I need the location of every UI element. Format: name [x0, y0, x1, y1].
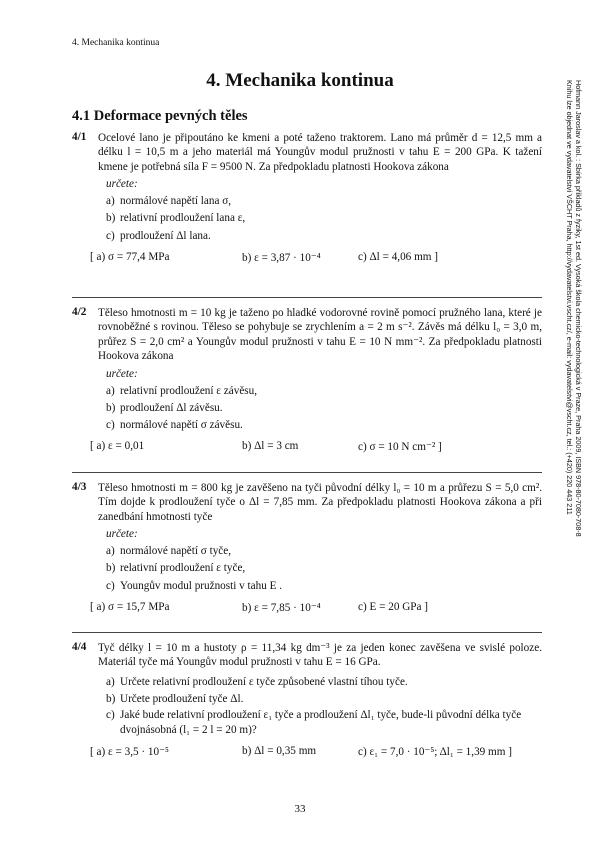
- answer-b: b) ε = 7,85 · 10⁻⁴: [242, 601, 321, 614]
- page-title: 4. Mechanika kontinua: [206, 70, 394, 91]
- answers: [90, 745, 542, 761]
- section-title: 4.1 Deformace pevných těles: [72, 108, 248, 124]
- problem-text: Těleso hmotnosti m = 800 kg je zavěšeno na tyči původní délky l₀ = 10 m a průřezu S = 5,0 cm². Tím dojde k prodloužení tyče o Δl = 7,85 mm. Za předpokladu platnosti Hookova zákona a při zanedbání hmotnosti tyče: [98, 482, 542, 523]
- answer-c: c) ε₁ = 7,0 · 10⁻⁵; Δl₁ = 1,39 mm ]: [358, 746, 512, 759]
- answers: [90, 440, 542, 456]
- divider: [72, 297, 542, 298]
- problem-number: 4/4: [72, 641, 87, 653]
- problem-text: Tyč délky l = 10 m a hustoty ρ = 11,34 kg dm⁻³ je za jeden konec zavěšena ve svislé poloze. Materiál tyče má Youngův modul pružnosti v tahu E = 16 GPa.: [98, 642, 542, 669]
- problem-number: 4/1: [72, 131, 87, 143]
- answer-c: c) σ = 10 N cm⁻² ]: [358, 441, 442, 454]
- running-head: 4. Mechanika kontinua: [72, 38, 160, 48]
- problem-text: Ocelové lano je připoutáno ke kmeni a poté taženo traktorem. Lano má průměr d = 12,5 mm a délku l = 10,5 m a jeho materiál má Youngův modul pružnosti v tahu E = 200 GPa. K tažení kmene je potřebná síla F = 9500 N. Za předpokladu platnosti Hookova zákona: [98, 132, 542, 173]
- problem-number: 4/2: [72, 306, 87, 318]
- problem-number: 4/3: [72, 481, 87, 493]
- answer-c: c) E = 20 GPa ]: [358, 600, 428, 613]
- urcete-label: určete:: [106, 178, 138, 191]
- answer-c: c) Δl = 4,06 mm ]: [358, 250, 438, 263]
- problem-4-1: [72, 131, 542, 267]
- answer-b: b) Δl = 3 cm: [242, 440, 299, 453]
- answer-a: [ a) σ = 15,7 MPa: [90, 600, 170, 613]
- option-c: c) normálové napětí σ závěsu.: [106, 419, 243, 432]
- urcete-label: určete:: [106, 528, 138, 541]
- answer-a: [ a) ε = 0,01: [90, 440, 145, 453]
- option-b: b) Určete prodloužení tyče Δl.: [106, 693, 244, 706]
- urcete-label: určete:: [106, 367, 138, 380]
- problem-text: Těleso hmotnosti m = 10 kg je taženo po hladké vodorovné rovině pomocí pružného lana, které je rovnoběžné s rovinou. Těleso se pohybuje se zrychlením a = 2 m s⁻². Závěs má délku l₀ = 3,0 m, průřez S = 2,0 cm² a Youngův modul pružnosti v tahu E = 10 N mm⁻². Za předpokladu platnosti Hookova zákona: [98, 307, 542, 363]
- option-a: a) normálové napětí σ tyče,: [106, 545, 232, 558]
- answer-b: b) ε = 3,87 · 10⁻⁴: [242, 251, 321, 264]
- option-b: b) relativní prodloužení ε tyče,: [106, 562, 246, 575]
- sidebar-line-2: Knihu lze objednat ve vydavatelství VŠCHT Praha, http://vydavatelstvi.vscht.cz/, e-mail: vydavatelstvi@vscht.cz, tel.: (+420) 220 443 211: [565, 80, 574, 515]
- problem-4-4: [72, 641, 542, 761]
- answer-a: [ a) σ = 77,4 MPa: [90, 250, 170, 263]
- page-number: 33: [294, 803, 306, 815]
- problem-4-3: [72, 481, 542, 617]
- option-c: c) prodloužení Δl lana.: [106, 229, 211, 242]
- option-c: c) Youngův modul pružnosti v tahu E .: [106, 579, 283, 592]
- answers: [90, 251, 542, 267]
- divider: [72, 632, 542, 633]
- option-a: a) normálové napětí lana σ,: [106, 195, 232, 208]
- sidebar-line-1: Hofmann Jaroslav a kol. : Sbírka příkladů z fyziky, 1st ed. Vysoká škola chemicko-technologická v Praze, Praha 2009, ISBN 978-80-7080-708-8: [574, 80, 583, 537]
- option-a: a) Určete relativní prodloužení ε tyče způsobené vlastní tíhou tyče.: [106, 675, 408, 688]
- answer-b: b) Δl = 0,35 mm: [242, 745, 317, 758]
- option-a: a) relativní prodloužení ε závěsu,: [106, 384, 258, 397]
- option-c: c) Jaké bude relativní prodloužení ε₁ tyče a prodloužení Δl₁ tyče, bude-li původní délka tyče dvojnásobná (l₁ = 2 l = 20 m)?: [106, 709, 522, 736]
- answer-a: [ a) ε = 3,5 · 10⁻⁵: [90, 746, 169, 759]
- option-b: b) prodloužení Δl závěsu.: [106, 401, 223, 414]
- divider: [72, 472, 542, 473]
- sidebar-citation: [565, 80, 583, 580]
- answers: [90, 601, 542, 617]
- option-b: b) relativní prodloužení lana ε,: [106, 212, 246, 225]
- problem-4-2: [72, 306, 542, 456]
